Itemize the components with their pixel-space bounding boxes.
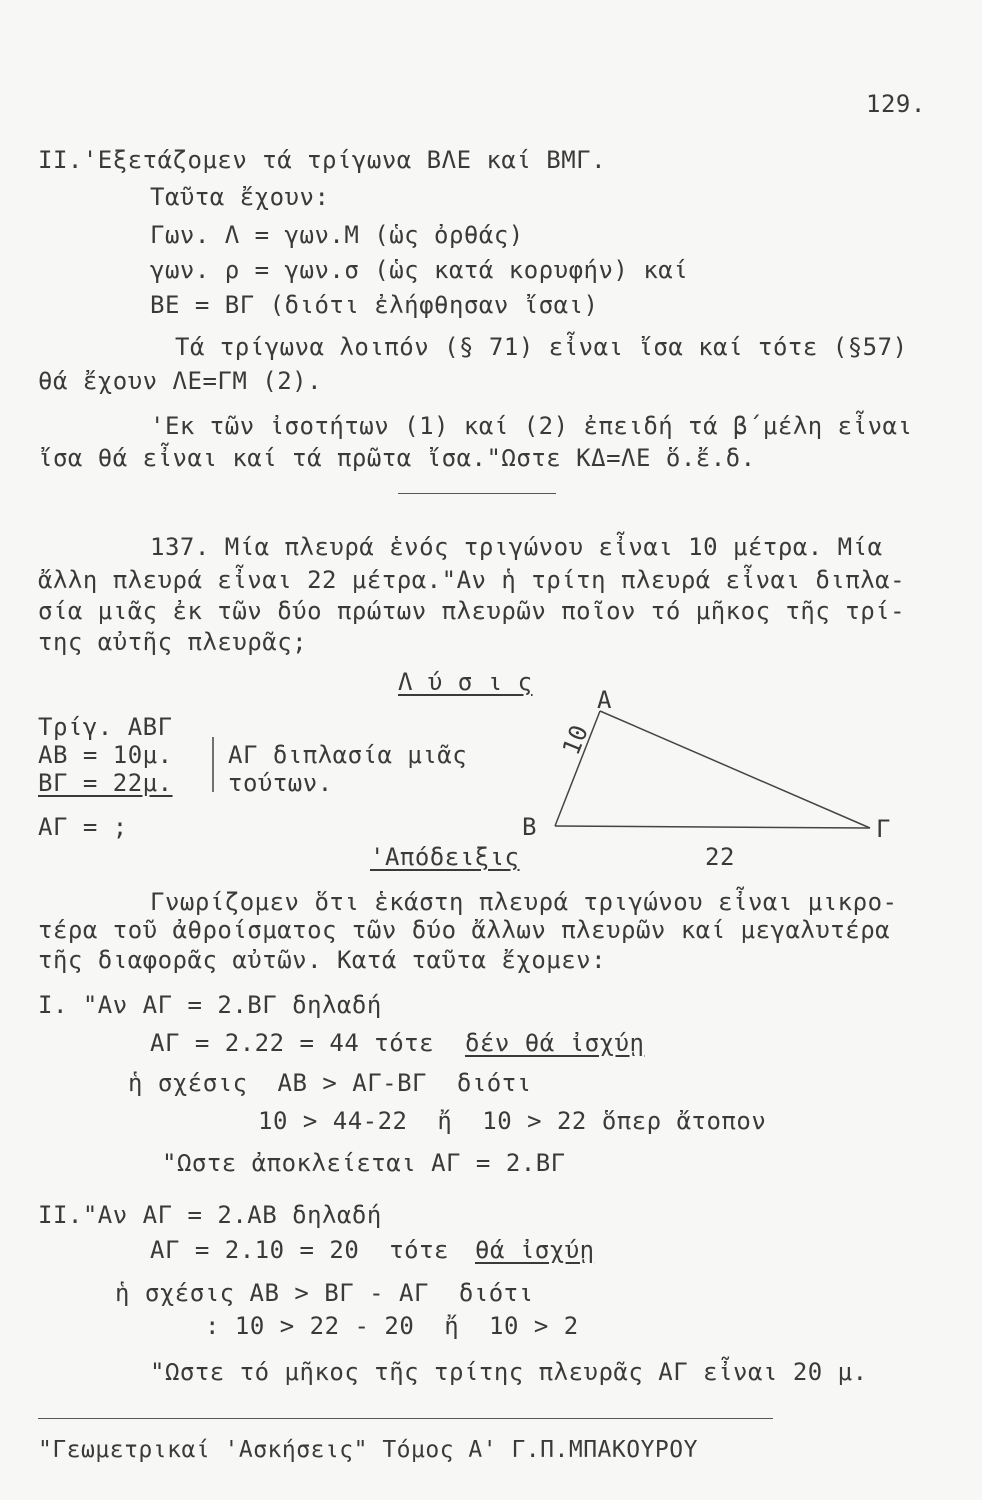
given-note-2: τούτων.	[228, 769, 333, 797]
part-ii-eq3: ΒΕ = ΒΓ (διότι ἐλήφθησαν ἴσαι)	[150, 291, 599, 319]
problem-line-1: 137. Μία πλευρά ἑνός τριγώνου εἶναι 10 μέτρα. Μία	[150, 533, 883, 561]
given-bg: ΒΓ = 22μ.	[38, 769, 173, 797]
vertex-label-a: Α	[597, 686, 612, 714]
unknown-ag: ΑΓ = ;	[38, 813, 128, 841]
case-1-a: Ι. "Αν ΑΓ = 2.ΒΓ δηλαδή	[38, 991, 382, 1019]
part-ii-final-1: 'Εκ τῶν ἰσοτήτων (1) καί (2) ἐπειδή τά β΄μέλη εἶναι	[150, 412, 913, 440]
proof-line-3: τῆς διαφορᾶς αὐτῶν. Κατά ταῦτα ἔχομεν:	[38, 946, 607, 974]
footer-citation: "Γεωμετρικαί 'Ασκήσεις" Τόμος Α' Γ.Π.ΜΠΑΚΟΥΡΟΥ	[38, 1437, 698, 1463]
page-number: 129.	[866, 90, 926, 118]
side-ag-line	[600, 711, 870, 828]
case-2-b-underlined: θά ἰσχύῃ	[475, 1236, 595, 1264]
vertex-label-g: Γ	[876, 815, 891, 843]
case-2-b: ΑΓ = 2.10 = 20 τότε	[150, 1236, 449, 1264]
vertex-label-b: Β	[522, 813, 537, 841]
case-1-b: ΑΓ = 2.22 = 44 τότε	[150, 1029, 435, 1057]
part-ii-final-2: ἴσα θά εἶναι καί τά πρῶτα ἴσα."Ωστε ΚΔ=ΛΕ ὅ.ἔ.δ.	[38, 444, 756, 472]
part-ii-heading: ΙΙ.'Εξετάζομεν τά τρίγωνα ΒΛΕ καί ΒΜΓ.	[38, 146, 607, 174]
proof-line-2: τέρα τοῦ ἀθροίσματος τῶν δύο ἄλλων πλευρῶν καί μεγαλυτέρα	[38, 916, 891, 944]
case-2-c: ἡ σχέσις ΑΒ > ΒΓ - ΑΓ διότι	[115, 1279, 534, 1307]
given-triangle: Τρίγ. ΑΒΓ	[38, 713, 173, 741]
solution-heading: Λ ύ σ ι ς	[398, 668, 533, 696]
problem-line-3: σία μιᾶς ἐκ τῶν δύο πρώτων πλευρῶν ποῖον τό μῆκος τῆς τρί-	[38, 597, 906, 625]
part-ii-intro: Ταῦτα ἔχουν:	[150, 183, 330, 211]
side-bg-line	[555, 826, 870, 828]
problem-line-2: ἄλλη πλευρά εἶναι 22 μέτρα."Αν ἡ τρίτη πλευρά εἶναι διπλα-	[38, 566, 906, 594]
part-ii-eq2: γων. ρ = γων.σ (ὡς κατά κορυφήν) καί	[150, 256, 689, 284]
case-1-c: ἡ σχέσις ΑΒ > ΑΓ-ΒΓ διότι	[128, 1069, 532, 1097]
given-note-1: ΑΓ διπλασία μιᾶς	[228, 741, 468, 769]
conclusion: "Ωστε τό μῆκος τῆς τρίτης πλευρᾶς ΑΓ εἶναι 20 μ.	[150, 1358, 868, 1386]
case-2-d: : 10 > 22 - 20 ἤ 10 > 2	[205, 1312, 579, 1340]
proof-line-1: Γνωρίζομεν ὅτι ἑκάστη πλευρά τριγώνου εἶναι μικρο-	[150, 888, 898, 916]
given-ab: ΑΒ = 10μ.	[38, 741, 173, 769]
footer-divider	[38, 1418, 773, 1419]
part-ii-conclusion-1: Τά τρίγωνα λοιπόν (§ 71) εἶναι ἴσα καί τότε (§57)	[175, 333, 908, 361]
case-1-d: 10 > 44-22 ἤ 10 > 22 ὅπερ ἄτοπον	[258, 1107, 767, 1135]
side-label-ab: 10	[556, 720, 595, 759]
case-2-a: ΙΙ."Αν ΑΓ = 2.ΑΒ δηλαδή	[38, 1201, 382, 1229]
case-1-b-underlined: δέν θά ἰσχύῃ	[465, 1029, 645, 1057]
proof-heading: 'Απόδειξις	[370, 843, 520, 871]
problem-line-4: της αὐτῆς πλευρᾶς;	[38, 628, 308, 656]
part-ii-conclusion-2: θά ἔχουν ΛΕ=ΓΜ (2).	[38, 367, 323, 395]
side-label-bg: 22	[705, 843, 735, 871]
case-1-e: "Ωστε ἀποκλείεται ΑΓ = 2.ΒΓ	[162, 1149, 566, 1177]
part-ii-eq1: Γων. Λ = γων.Μ (ὡς ὀρθάς)	[150, 221, 524, 249]
